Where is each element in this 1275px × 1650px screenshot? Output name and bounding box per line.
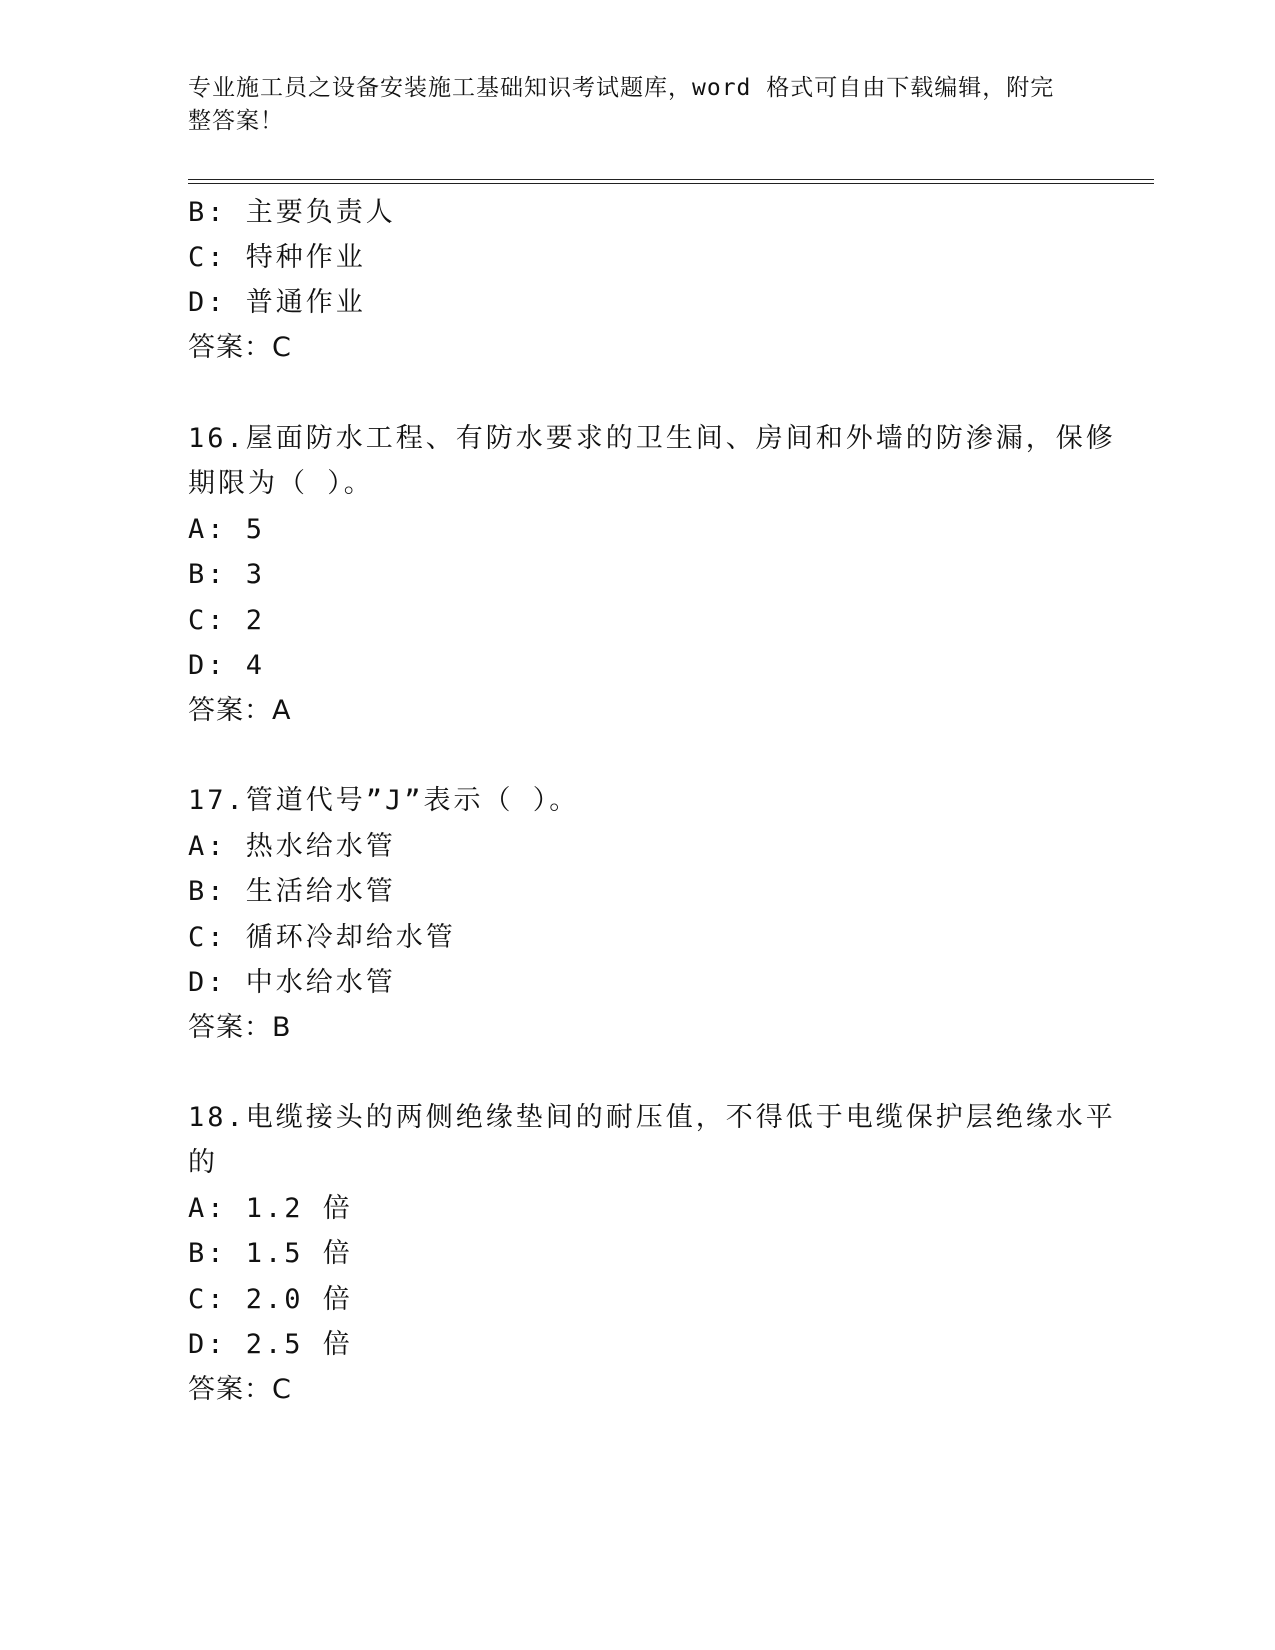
q17-option-b: B: 生活给水管 <box>188 876 396 907</box>
q16-stem-line1: 16.屋面防水工程、有防水要求的卫生间、房间和外墙的防渗漏，保修 <box>188 423 1116 454</box>
header-rule-top <box>188 179 1154 180</box>
q18-option-a: A: 1.2 倍 <box>188 1193 353 1224</box>
q17-answer: 答案：B <box>188 1012 292 1043</box>
q17-stem-line1: 17.管道代号”J”表示（ ）。 <box>188 785 580 816</box>
q16-option-b: B: 3 <box>188 559 266 590</box>
document-header: 专业施工员之设备安装施工基础知识考试题库，word 格式可自由下载编辑，附完整答案！ <box>188 75 1055 134</box>
q16-stem-line2: 期限为（ ）。 <box>188 468 374 499</box>
q18-option-b: B: 1.5 倍 <box>188 1238 353 1269</box>
q17-option-c: C: 循环冷却给水管 <box>188 922 456 953</box>
q16-option-d: D: 4 <box>188 650 266 681</box>
q17-option-d: D: 中水给水管 <box>188 967 396 998</box>
q16-option-c: C: 2 <box>188 605 266 636</box>
q16-answer: 答案：A <box>188 695 292 726</box>
q18-answer: 答案：C <box>188 1374 292 1405</box>
q17-option-a: A: 热水给水管 <box>188 831 396 862</box>
prev-answer: 答案：C <box>188 332 292 363</box>
q18-option-d: D: 2.5 倍 <box>188 1329 353 1360</box>
q18-stem-line2: 的 <box>188 1147 218 1178</box>
q18-option-c: C: 2.0 倍 <box>188 1284 353 1315</box>
q16-option-a: A: 5 <box>188 514 266 545</box>
prev-option-d: D: 普通作业 <box>188 287 366 318</box>
header-rule-bottom <box>188 183 1154 184</box>
prev-option-b: B: 主要负责人 <box>188 197 396 228</box>
prev-option-c: C: 特种作业 <box>188 242 366 273</box>
q18-stem-line1: 18.电缆接头的两侧绝缘垫间的耐压值，不得低于电缆保护层绝缘水平 <box>188 1102 1116 1133</box>
